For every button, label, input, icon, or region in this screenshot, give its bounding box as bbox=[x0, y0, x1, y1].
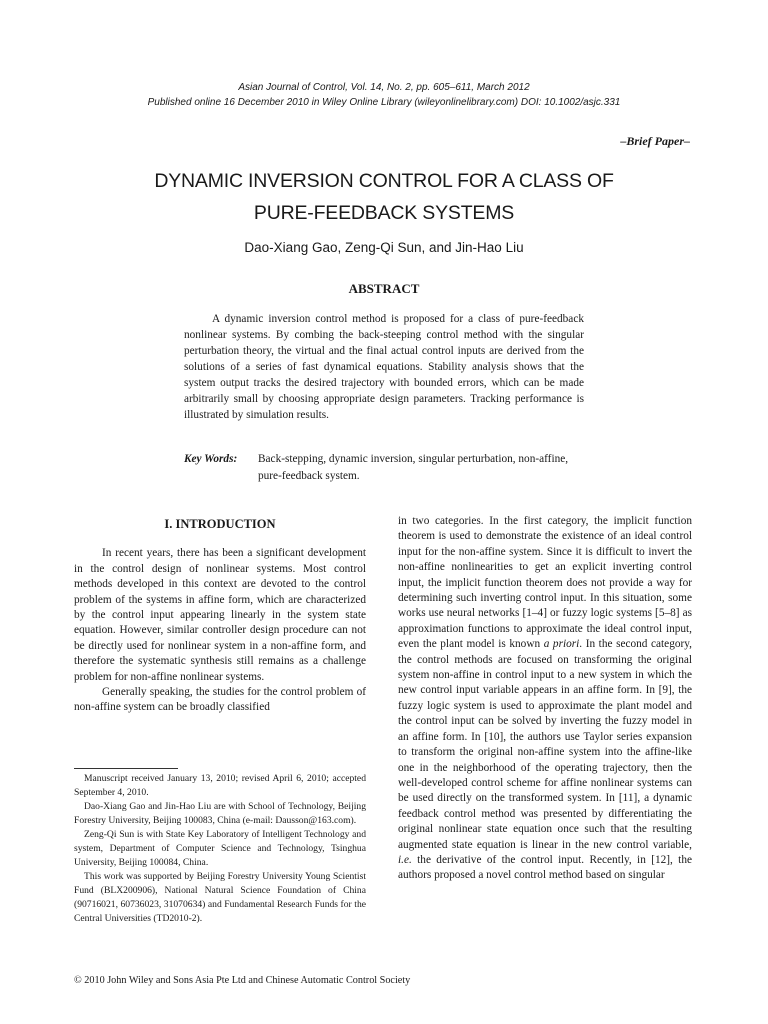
intro-text-c: the derivative of the control input. Recently, in [12], the authors proposed a novel control method based on singular bbox=[398, 853, 692, 882]
footnote-manuscript: Manuscript received January 13, 2010; revised April 6, 2010; accepted September 4, 2010. bbox=[74, 773, 366, 798]
intro-paragraph-2: Generally speaking, the studies for the control problem of non-affine system can be broadly classified bbox=[74, 686, 366, 714]
author-list: Dao-Xiang Gao, Zeng-Qi Sun, and Jin-Hao Liu bbox=[244, 240, 524, 255]
keywords-label: Key Words: bbox=[184, 453, 238, 465]
footnotes bbox=[74, 772, 366, 926]
paper-type-label: –Brief Paper– bbox=[620, 134, 690, 148]
publication-info: Published online 16 December 2010 in Wiley Online Library (wileyonlinelibrary.com) DOI: 10.1002/asjc.331 bbox=[147, 97, 621, 108]
left-column bbox=[74, 517, 366, 716]
footnote-funding: This work was supported by Beijing Forestry University Young Scientist Fund (BLX200906), National Natural Science Foundation of China (90716021, 60736023, 31070634) and Fundamental Research Funds for the Central Universities (TD2010-2). bbox=[74, 871, 366, 924]
keywords bbox=[184, 451, 584, 485]
footnote-affiliation-1: Dao-Xiang Gao and Jin-Hao Liu are with School of Technology, Beijing Forestry University, Beijing 100083, China (e-mail: Dausson@163.com). bbox=[74, 801, 366, 826]
footnote-affiliation-2: Zeng-Qi Sun is with State Key Laboratory of Intelligent Technology and system, Department of Computer Science and Technology, Tsinghua University, Beijing 100084, China. bbox=[74, 829, 366, 868]
journal-header bbox=[0, 80, 768, 110]
section-heading-introduction: I. INTRODUCTION bbox=[164, 517, 276, 531]
keywords-text: Back-stepping, dynamic inversion, singular perturbation, non-affine, pure-feedback system. bbox=[258, 453, 569, 482]
journal-citation: Asian Journal of Control, Vol. 14, No. 2, pp. 605–611, March 2012 bbox=[238, 82, 530, 93]
abstract-body bbox=[184, 311, 584, 423]
footnote-divider bbox=[74, 768, 178, 769]
intro-paragraph-1: In recent years, there has been a significant development in the control design of nonlinear systems. Most control methods developed in this context are devoted to the control problem of the systems in affine form, which are characterized by the control input appearing linearly in the system state equation. However, similar controller design procedure can not be directly used for nonlinear system in a non-affine form, and therefore the systematic synthesis still remains as a challenge problem for non-affine nonlinear systems. bbox=[74, 547, 366, 683]
intro-text-a-italic: a priori bbox=[543, 638, 580, 651]
paper-title bbox=[0, 165, 768, 229]
abstract-text: A dynamic inversion control method is proposed for a class of pure-feedback nonlinear systems. By combing the back-steeping control method with the singular perturbation theory, the virtual and the final actual control inputs are derived from the solutions of a series of fast dynamical equations. Stability analysis shows that the system output tracks the desired trajectory with bounded errors, which can be made arbitrarily small by choosing appropriate design parameters. Tracking performance is illustrated by simulation results. bbox=[184, 313, 584, 421]
title-line-2: PURE-FEEDBACK SYSTEMS bbox=[253, 202, 515, 224]
intro-text-b-italic: i.e. bbox=[398, 853, 412, 866]
intro-text-a: in two categories. In the first category, the implicit function theorem is used to demonstrate the existence of an ideal control input for the non-affine system. Since it is difficult to invert the non-affine nonlinearities to get an explicit inverting control input, the implicit function theorem does not provide a way for determining such inverting control input. In this situation, some works use neural networks [1–4] or fuzzy logic systems [5–8] as approximation functions to approximate the ideal control input, even the plant model is known bbox=[398, 515, 692, 651]
copyright-notice: © 2010 John Wiley and Sons Asia Pte Ltd and Chinese Automatic Control Society bbox=[74, 975, 411, 986]
right-column bbox=[398, 514, 692, 884]
intro-paragraph-continued bbox=[398, 514, 692, 884]
intro-text-b: . In the second category, the control methods are focused on transforming the original system non-affine in control input to a new system in which the new control input variable appears in an affine form. In [9], the fuzzy logic system is used to approximate the plant model and the control input can be solved by inverting the fuzzy model in an affine form. In [10], the authors use Taylor series expansion to transform the original non-affine system into the affine-like one in the neighborhood of the operating trajectory, then the well-developed control scheme for affine nonlinear systems can be used directly on the transformed system. In [11], a dynamic feedback control method was presented by differentiating the original nonlinear state equation once such that the resulting augmented state equation is linear in the new control variable, bbox=[398, 638, 692, 851]
title-line-1: DYNAMIC INVERSION CONTROL FOR A CLASS OF bbox=[154, 170, 614, 192]
abstract-heading: ABSTRACT bbox=[348, 281, 420, 296]
